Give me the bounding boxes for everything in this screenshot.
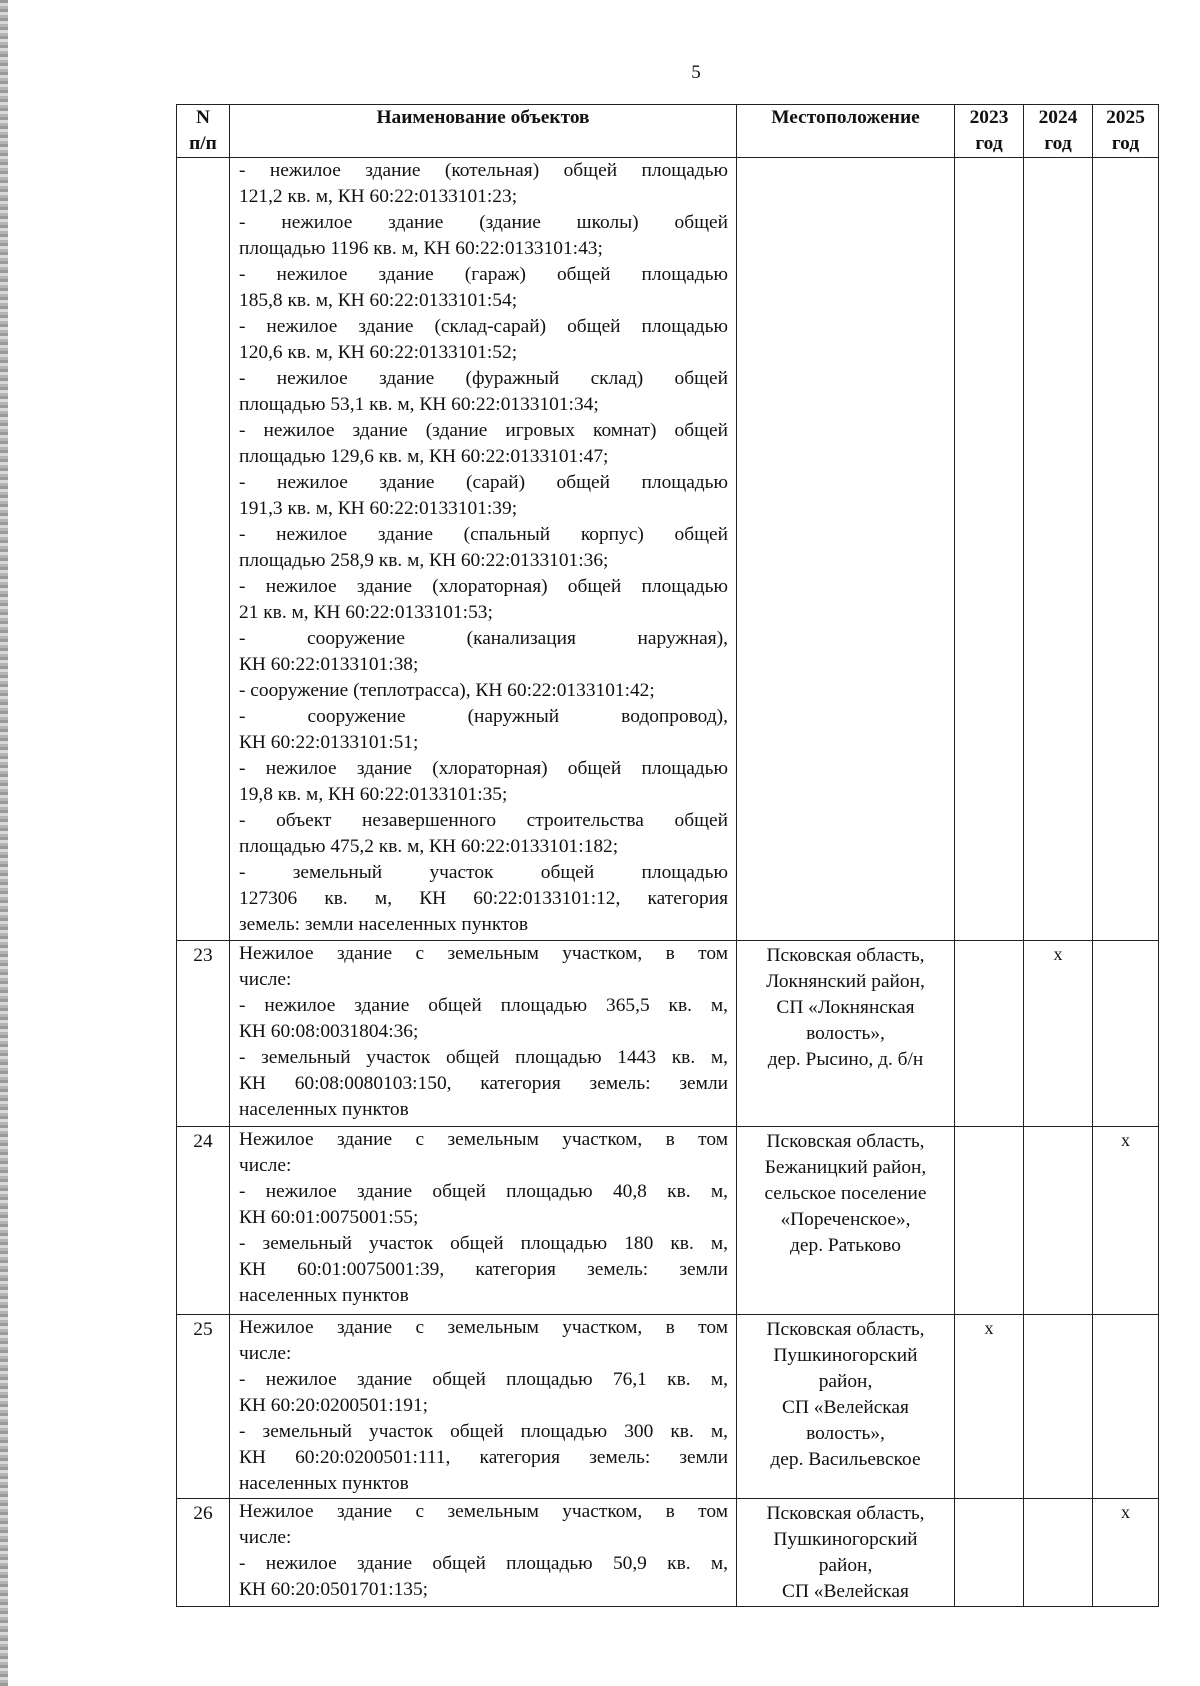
desc-line: - нежилое здание общей площадью 50,9 кв. м,: [239, 1553, 728, 1574]
desc-line: - земельный участок общей площадью 300 кв. м,: [239, 1421, 728, 1442]
cell-location: [737, 941, 955, 1127]
desc-line: - нежилое здание (спальный корпус) общей: [239, 524, 728, 545]
loc-line: район,: [818, 1555, 873, 1576]
header-num-line2: п/п: [189, 133, 217, 154]
loc-line: Пушкиногорский: [773, 1529, 918, 1550]
desc-line: - нежилое здание (склад-сарай) общей площадью: [239, 316, 728, 337]
cell-2023: [955, 1127, 1024, 1315]
cell-2025: [1093, 941, 1159, 1127]
desc-line: - нежилое здание общей площадью 365,5 кв. м,: [239, 995, 728, 1016]
page-number: 5: [691, 62, 701, 83]
header-num: [177, 105, 230, 158]
desc-line: КН 60:08:0031804:36;: [239, 1021, 419, 1042]
loc-line: дер. Васильевское: [770, 1449, 921, 1470]
desc-line: КН 60:20:0200501:111, категория земель: земли: [239, 1447, 728, 1468]
cell-location: [737, 1315, 955, 1499]
desc-line: числе:: [239, 1527, 292, 1548]
desc-line: площадью 475,2 кв. м, КН 60:22:0133101:182;: [239, 836, 619, 857]
desc-line: КН 60:01:0075001:39, категория земель: земли: [239, 1259, 728, 1280]
cell-location: [737, 158, 955, 941]
desc-line: Нежилое здание с земельным участком, в том: [239, 1317, 728, 1338]
desc-line: населенных пунктов: [239, 1473, 409, 1494]
header-2024-year: 2024: [1038, 107, 1078, 128]
desc-line: 185,8 кв. м, КН 60:22:0133101:54;: [239, 290, 518, 311]
desc-line: числе:: [239, 1343, 292, 1364]
cell-2023: [955, 1499, 1024, 1607]
desc-line: 19,8 кв. м, КН 60:22:0133101:35;: [239, 784, 508, 805]
desc-line: числе:: [239, 969, 292, 990]
table-row-24: [177, 1127, 1159, 1315]
header-2023-label: год: [975, 133, 1003, 154]
cell-2024: [1024, 1127, 1093, 1315]
desc-line: КН 60:08:0080103:150, категория земель: земли: [239, 1073, 728, 1094]
desc-line: - нежилое здание общей площадью 76,1 кв. м,: [239, 1369, 728, 1390]
desc-line: КН 60:22:0133101:51;: [239, 732, 419, 753]
header-2024-label: год: [1044, 133, 1072, 154]
desc-line: населенных пунктов: [239, 1099, 409, 1120]
table-header-row: [177, 105, 1159, 158]
cell-2023: х: [955, 1315, 1024, 1499]
loc-line: СП «Велейская: [782, 1397, 909, 1418]
desc-line: площадью 53,1 кв. м, КН 60:22:0133101:34;: [239, 394, 599, 415]
cell-num: 26: [177, 1499, 230, 1607]
loc-line: Псковская область,: [766, 1503, 925, 1524]
loc-line: волость»,: [806, 1423, 885, 1444]
cell-location: [737, 1127, 955, 1315]
cell-2024: [1024, 1499, 1093, 1607]
desc-line: - сооружение (теплотрасса), КН 60:22:0133101:42;: [239, 680, 655, 701]
desc-line: 21 кв. м, КН 60:22:0133101:53;: [239, 602, 493, 623]
desc-line: - нежилое здание (фуражный склад) общей: [239, 368, 728, 389]
desc-line: КН 60:01:0075001:55;: [239, 1207, 419, 1228]
cell-2024: х: [1024, 941, 1093, 1127]
loc-line: Локнянский район,: [766, 971, 925, 992]
desc-line: КН 60:20:0501701:135;: [239, 1579, 429, 1600]
loc-line: Псковская область,: [766, 1131, 925, 1152]
desc-line: Нежилое здание с земельным участком, в том: [239, 1129, 728, 1150]
loc-line: Бежаницкий район,: [764, 1157, 927, 1178]
loc-line: СП «Велейская: [782, 1581, 909, 1602]
cell-2023: [955, 158, 1024, 941]
loc-line: Пушкиногорский: [773, 1345, 918, 1366]
desc-line: - земельный участок общей площадью: [239, 862, 728, 883]
desc-line: - нежилое здание (хлораторная) общей площадью: [239, 576, 728, 597]
desc-line: площадью 129,6 кв. м, КН 60:22:0133101:47;: [239, 446, 609, 467]
cell-2025: [1093, 158, 1159, 941]
desc-line: - нежилое здание общей площадью 40,8 кв. м,: [239, 1181, 728, 1202]
header-2024: [1024, 105, 1093, 158]
scan-edge-artifact: [0, 0, 8, 1686]
cell-description: [230, 941, 737, 1127]
desc-line: 121,2 кв. м, КН 60:22:0133101:23;: [239, 186, 518, 207]
desc-line: КН 60:20:0200501:191;: [239, 1395, 429, 1416]
cell-num: 24: [177, 1127, 230, 1315]
table-row-25: [177, 1315, 1159, 1499]
cell-2025: х: [1093, 1499, 1159, 1607]
cell-num: [177, 158, 230, 941]
header-2023: [955, 105, 1024, 158]
desc-line: - сооружение (наружный водопровод),: [239, 706, 728, 727]
loc-line: дер. Ратьково: [790, 1235, 901, 1256]
cell-num: 23: [177, 941, 230, 1127]
desc-line: - нежилое здание (котельная) общей площадью: [239, 160, 728, 181]
loc-line: сельское поселение: [764, 1183, 927, 1204]
loc-line: волость»,: [806, 1023, 885, 1044]
cell-2024: [1024, 1315, 1093, 1499]
desc-line: КН 60:22:0133101:38;: [239, 654, 419, 675]
desc-line: площадью 1196 кв. м, КН 60:22:0133101:43;: [239, 238, 603, 259]
loc-line: Псковская область,: [766, 945, 925, 966]
table-row-23: [177, 941, 1159, 1127]
desc-line: - нежилое здание (хлораторная) общей площадью: [239, 758, 728, 779]
loc-line: Псковская область,: [766, 1319, 925, 1340]
header-2025-label: год: [1111, 133, 1140, 154]
property-table: [176, 104, 1159, 1607]
cell-2024: [1024, 158, 1093, 941]
desc-line: населенных пунктов: [239, 1285, 409, 1306]
cell-description: [230, 1127, 737, 1315]
desc-line: - сооружение (канализация наружная),: [239, 628, 728, 649]
desc-line: числе:: [239, 1155, 292, 1176]
desc-line: - нежилое здание (здание школы) общей: [239, 212, 728, 233]
loc-line: СП «Локнянская: [776, 997, 915, 1018]
desc-line: - земельный участок общей площадью 1443 кв. м,: [239, 1047, 728, 1068]
cell-description: [230, 1315, 737, 1499]
cell-2023: [955, 941, 1024, 1127]
cell-location: [737, 1499, 955, 1607]
desc-line: - объект незавершенного строительства общей: [239, 810, 728, 831]
desc-line: - нежилое здание (гараж) общей площадью: [239, 264, 728, 285]
cell-2025: [1093, 1315, 1159, 1499]
desc-line: Нежилое здание с земельным участком, в том: [239, 1501, 728, 1522]
header-location: Местоположение: [737, 105, 955, 158]
header-num-line1: N: [195, 107, 210, 128]
desc-line: 120,6 кв. м, КН 60:22:0133101:52;: [239, 342, 518, 363]
loc-line: «Пореченское»,: [780, 1209, 911, 1230]
desc-line: Нежилое здание с земельным участком, в том: [239, 943, 728, 964]
cell-2025: х: [1093, 1127, 1159, 1315]
header-2025-year: 2025: [1106, 107, 1145, 128]
desc-line: - земельный участок общей площадью 180 кв. м,: [239, 1233, 728, 1254]
desc-line: 191,3 кв. м, КН 60:22:0133101:39;: [239, 498, 518, 519]
cell-description: [230, 158, 737, 941]
desc-line: земель: земли населенных пунктов: [239, 914, 529, 935]
table-row-continuation: [177, 158, 1159, 941]
desc-line: 127306 кв. м, КН 60:22:0133101:12, категория: [239, 888, 728, 909]
loc-line: район,: [818, 1371, 873, 1392]
desc-line: - нежилое здание (сарай) общей площадью: [239, 472, 728, 493]
header-2025: [1093, 105, 1159, 158]
table-row-26: [177, 1499, 1159, 1607]
loc-line: дер. Рысино, д. б/н: [767, 1049, 924, 1070]
cell-description: [230, 1499, 737, 1607]
desc-line: - нежилое здание (здание игровых комнат) общей: [239, 420, 728, 441]
header-2023-year: 2023: [969, 107, 1009, 128]
header-name: Наименование объектов: [230, 105, 737, 158]
cell-num: 25: [177, 1315, 230, 1499]
desc-line: площадью 258,9 кв. м, КН 60:22:0133101:36;: [239, 550, 609, 571]
